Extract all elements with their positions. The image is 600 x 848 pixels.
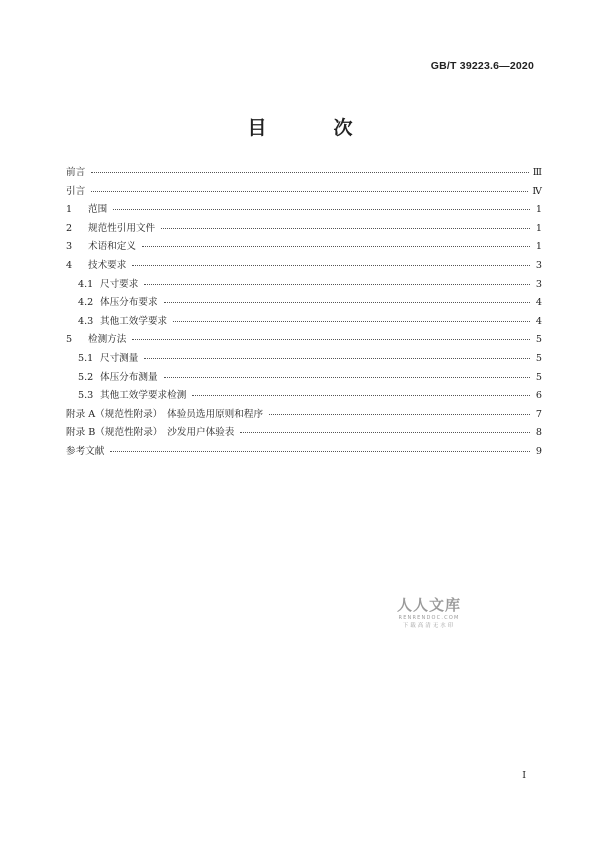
watermark-brand: 人人文库 <box>396 596 461 614</box>
toc-entry-label <box>78 313 169 332</box>
toc-entry-number: 2 <box>66 222 73 234</box>
toc-leader-dots <box>110 450 530 452</box>
toc-leader-dots <box>91 171 529 173</box>
watermark-slogan: 下载高清无水印 <box>402 623 456 629</box>
table-of-contents <box>66 164 542 462</box>
toc-leader-dots <box>144 357 530 359</box>
toc-entry-title: 前言 <box>66 167 86 178</box>
watermark-url: RENRENDOC.COM <box>398 615 460 621</box>
toc-entry-page: 4 <box>535 297 542 309</box>
toc-entry-page: 6 <box>535 390 542 402</box>
toc-entry-page: 1 <box>535 222 542 234</box>
toc-entry-label <box>66 164 87 183</box>
toc-entry[interactable] <box>66 220 542 239</box>
toc-entry-title: 体压分布要求 <box>100 297 158 309</box>
toc-entry-page: 8 <box>535 427 542 439</box>
standard-code: GB/T 39223.6—2020 <box>430 60 534 72</box>
toc-entry[interactable] <box>66 424 542 443</box>
toc-entry[interactable] <box>66 443 542 462</box>
toc-entry-page: Ⅳ <box>532 185 542 197</box>
toc-entry-number: 5.2 <box>78 371 94 383</box>
toc-entry-label <box>66 238 138 257</box>
toc-entry-number: 4.2 <box>78 297 94 309</box>
toc-entry-title: 引言 <box>66 185 86 197</box>
toc-leader-dots <box>161 227 530 229</box>
toc-leader-dots <box>144 283 530 285</box>
toc-entry-label <box>66 201 109 220</box>
toc-leader-dots <box>192 394 530 396</box>
toc-entry-label <box>66 331 128 350</box>
toc-entry-title: 附录 A（规范性附录） 体验员选用原则和程序 <box>66 408 264 420</box>
toc-entry-number: 3 <box>66 241 73 253</box>
toc-entry[interactable] <box>66 387 542 406</box>
toc-entry-label <box>78 276 140 295</box>
toc-entry-label <box>66 406 265 425</box>
toc-leader-dots <box>91 190 528 192</box>
toc-entry[interactable] <box>66 183 542 202</box>
toc-entry-title: 附录 B（规范性附录） 沙发用户体验表 <box>66 427 235 439</box>
toc-entry[interactable] <box>66 201 542 220</box>
toc-entry[interactable] <box>66 313 542 332</box>
toc-entry-page: 1 <box>535 241 542 253</box>
toc-entry-title: 参考文献 <box>66 445 105 457</box>
toc-entry-title: 范围 <box>88 204 108 216</box>
toc-entry-page: 5 <box>535 352 542 364</box>
toc-entry-title: 规范性引用文件 <box>88 222 156 234</box>
toc-entry-title: 检测方法 <box>88 334 127 346</box>
toc-entry[interactable] <box>66 238 542 257</box>
page-number: Ⅰ <box>522 770 526 781</box>
toc-leader-dots <box>113 208 530 210</box>
toc-entry[interactable] <box>66 294 542 313</box>
toc-entry-title: 其他工效学要求检测 <box>100 390 187 402</box>
toc-leader-dots <box>269 413 530 415</box>
toc-entry-title: 尺寸测量 <box>100 352 139 364</box>
toc-entry-number: 1 <box>66 204 73 216</box>
toc-entry[interactable] <box>66 276 542 295</box>
toc-entry-page: 7 <box>535 408 542 420</box>
toc-entry-title: 术语和定义 <box>88 241 136 253</box>
toc-entry[interactable] <box>66 164 542 183</box>
toc-entry-title: 技术要求 <box>88 259 127 271</box>
toc-entry-label <box>78 369 160 388</box>
toc-entry-label <box>66 443 106 462</box>
toc-leader-dots <box>164 301 530 303</box>
toc-entry-page: Ⅲ <box>532 167 542 178</box>
toc-entry-number: 4.3 <box>78 315 94 327</box>
toc-entry-number: 5.1 <box>78 352 94 364</box>
toc-entry-number: 4 <box>66 259 73 271</box>
toc-entry-page: 1 <box>535 204 542 216</box>
page-title: 目 次 <box>247 117 377 139</box>
toc-entry-label <box>66 424 236 443</box>
toc-leader-dots <box>240 431 530 433</box>
toc-entry-label <box>78 350 140 369</box>
toc-leader-dots <box>132 264 530 266</box>
toc-entry-title: 其他工效学要求 <box>100 315 168 327</box>
toc-entry-label <box>66 220 157 239</box>
toc-entry-number: 4.1 <box>78 278 94 290</box>
toc-leader-dots <box>164 376 530 378</box>
toc-entry-label <box>78 387 188 406</box>
toc-leader-dots <box>142 245 530 247</box>
toc-entry-title: 尺寸要求 <box>100 278 139 290</box>
toc-entry[interactable] <box>66 350 542 369</box>
toc-entry[interactable] <box>66 406 542 425</box>
watermark-logo <box>386 596 472 630</box>
toc-entry-label <box>78 294 160 313</box>
toc-entry-label <box>66 257 128 276</box>
toc-leader-dots <box>173 320 530 322</box>
toc-leader-dots <box>132 338 530 340</box>
toc-entry-page: 5 <box>535 371 542 383</box>
toc-entry[interactable] <box>66 331 542 350</box>
toc-entry-page: 5 <box>535 334 542 346</box>
toc-entry[interactable] <box>66 369 542 388</box>
toc-entry-page: 3 <box>535 278 542 290</box>
toc-entry[interactable] <box>66 257 542 276</box>
toc-entry-number: 5 <box>66 334 73 346</box>
toc-entry-label <box>66 183 87 202</box>
toc-entry-page: 3 <box>535 259 542 271</box>
toc-entry-title: 体压分布测量 <box>100 371 158 383</box>
toc-entry-page: 4 <box>535 315 542 327</box>
toc-entry-number: 5.3 <box>78 390 94 402</box>
toc-entry-page: 9 <box>535 445 542 457</box>
